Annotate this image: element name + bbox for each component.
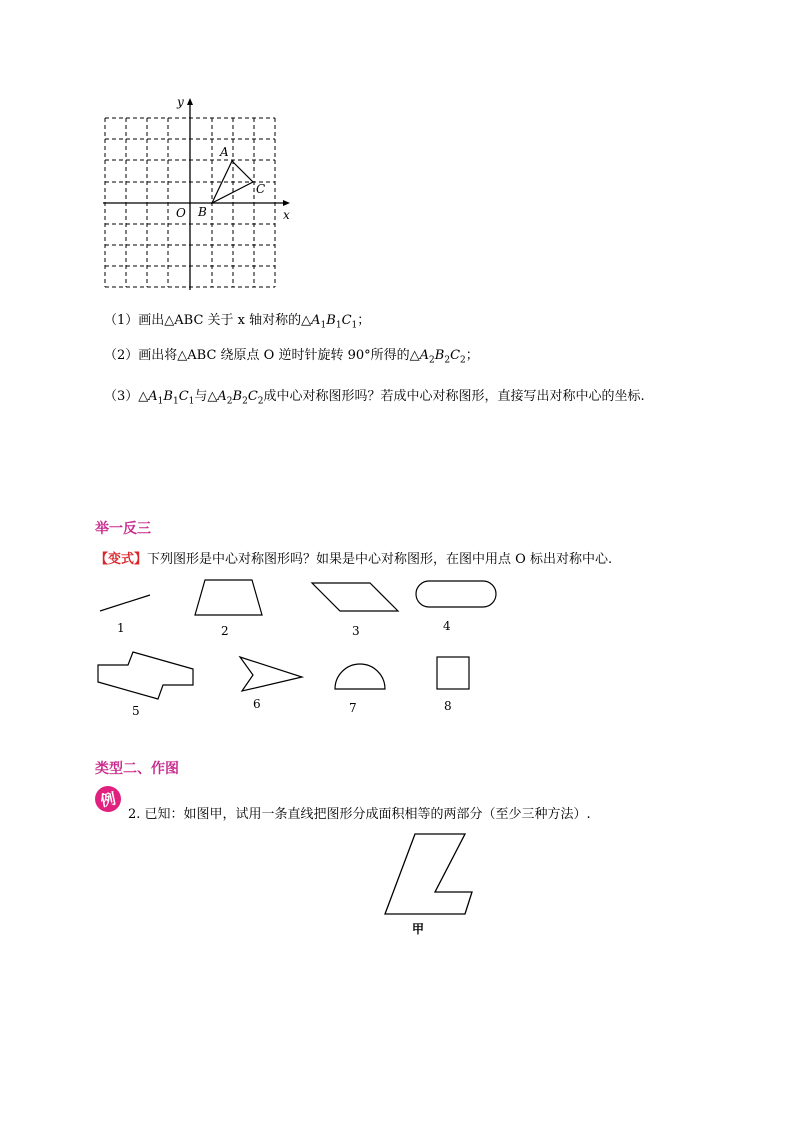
shape-label-7: 7: [349, 701, 357, 715]
shape-label-4: 4: [443, 619, 451, 633]
x-axis-label: x: [283, 208, 290, 222]
shape-1-segment: [100, 595, 150, 611]
coordinate-grid-figure: [95, 95, 300, 295]
question-2: （2）画出将△ABC 绕原点 O 逆时针旋转 90°所得的$\triangle A_2B_2C_2$；: [104, 348, 479, 366]
question-1: （1）画出△ABC 关于 x 轴对称的$\triangle A_1B_1C_1$；: [104, 313, 371, 331]
shape-label-5: 5: [132, 704, 140, 718]
shapes-figure: [90, 575, 510, 725]
type2-heading: 类型二、作图: [95, 761, 179, 777]
point-a-label: A: [220, 145, 229, 159]
point-b-label: B: [198, 205, 207, 219]
shape-5-polygon: [98, 652, 193, 699]
shape-label-8: 8: [444, 699, 452, 713]
figure-jia: [380, 832, 480, 942]
shape-2-trapezoid: [195, 580, 262, 615]
shape-6-arrowhead: [240, 657, 302, 691]
variant-tag: 【变式】: [95, 552, 148, 567]
figure-jia-shape: [385, 834, 472, 914]
shape-label-3: 3: [352, 624, 360, 638]
question-3: $(3)\triangle A_1B_1C_1$与$\triangle A_2B_2C_2$成中心对称图形吗？若成中心对称图形，直接写出对称中心的坐标.: [104, 389, 645, 407]
example-badge: 例: [93, 784, 124, 815]
variant-question: 【变式】下列图形是中心对称图形吗？如果是中心对称图形，在图中用点 O 标出对称中心.: [95, 552, 613, 567]
y-axis-arrow: [187, 98, 193, 105]
shape-4-rounded-rect: [416, 581, 496, 607]
y-axis-label: y: [177, 95, 184, 109]
point-c-label: C: [256, 182, 266, 196]
shape-label-1: 1: [117, 621, 125, 635]
practice-heading: 举一反三: [95, 521, 151, 537]
figure-jia-svg: [380, 832, 480, 922]
figure-jia-label: 甲: [412, 922, 425, 936]
example-question: 2. 已知：如图甲，试用一条直线把图形分成面积相等的两部分（至少三种方法）.: [128, 807, 591, 822]
shape-8-square: [437, 657, 469, 689]
shape-label-6: 6: [253, 697, 261, 711]
shape-3-parallelogram: [312, 583, 398, 611]
origin-label: O: [176, 206, 186, 220]
shape-label-2: 2: [221, 624, 229, 638]
x-axis-arrow: [283, 200, 290, 206]
shape-7-semicircle: [335, 664, 385, 689]
grid-svg: [95, 95, 300, 295]
